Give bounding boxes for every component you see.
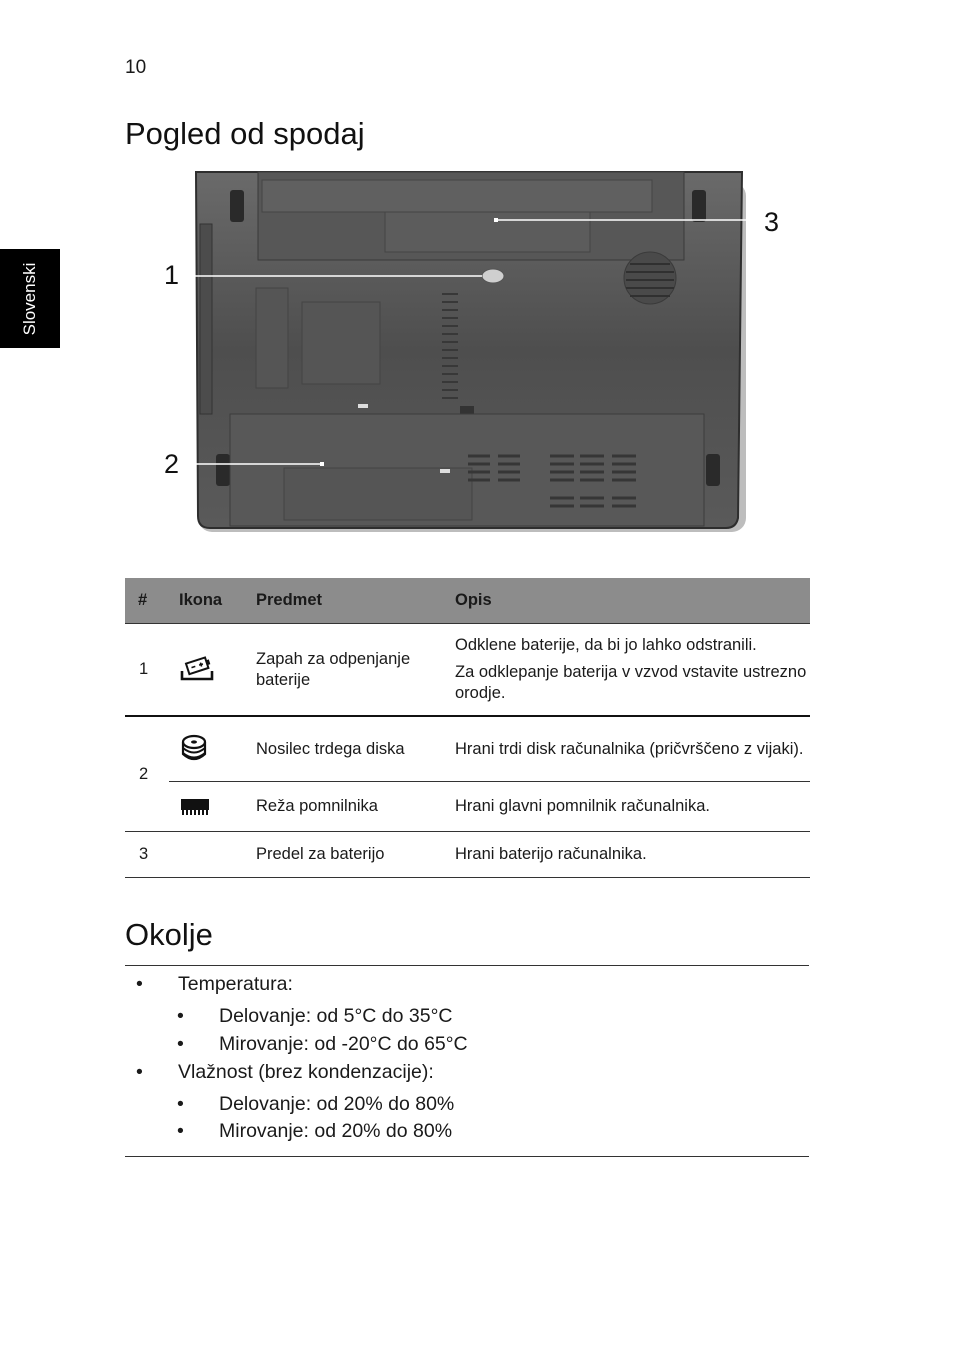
laptop-bottom-image [180, 168, 760, 550]
battery-release-icon [179, 655, 217, 685]
bullet: • [177, 1005, 184, 1027]
row-number: 1 [125, 624, 169, 717]
row-icon-cell [169, 624, 246, 717]
row-item: Reža pomnilnika [246, 782, 445, 832]
list-item: Delovanje: od 20% do 80% [219, 1093, 455, 1115]
header-number: # [125, 578, 169, 624]
page-number: 10 [125, 57, 147, 78]
row-number: 3 [125, 832, 169, 878]
divider [125, 965, 809, 966]
row-icon-cell [169, 832, 246, 878]
row-description: Hrani baterijo računalnika. [445, 832, 810, 878]
bullet: • [177, 1093, 184, 1115]
row-description: Odklene baterije, da bi jo lahko odstranili. Za odklepanje baterija v vzvod vstavite ustrezno orodje. [445, 624, 810, 717]
row-number: 2 [125, 716, 169, 832]
header-icon: Ikona [169, 578, 246, 624]
bullet: • [177, 1120, 184, 1142]
callout-1: 1 [164, 260, 180, 290]
table-row [125, 832, 810, 878]
callout-2: 2 [164, 449, 180, 479]
table-header-row [125, 578, 810, 624]
row-description: Hrani glavni pomnilnik računalnika. [445, 782, 810, 832]
list-item: Temperatura: [178, 973, 293, 995]
list-item: Delovanje: od 5°C do 35°C [219, 1005, 453, 1027]
table-row [125, 624, 810, 717]
row-item: Zapah za odpenjanje baterije [246, 624, 445, 717]
table-row [125, 716, 810, 782]
list-item: Vlažnost (brez kondenzacije): [178, 1061, 434, 1083]
header-description: Opis [445, 578, 810, 624]
row-item: Nosilec trdega diska [256, 739, 405, 758]
section-title-bottom-view: Pogled od spodaj [125, 116, 365, 151]
list-item: Mirovanje: od 20% do 80% [219, 1120, 453, 1142]
memory-slot-icon [179, 796, 211, 818]
callout-3: 3 [764, 207, 780, 237]
section-title-environment: Okolje [125, 917, 213, 952]
list-item: Mirovanje: od -20°C do 65°C [219, 1033, 468, 1055]
bullet: • [136, 1061, 143, 1083]
row-icon-cell [169, 782, 246, 832]
laptop-bottom-illustration [180, 168, 760, 550]
language-side-tab [0, 249, 60, 348]
side-tab-label: Slovenski [20, 262, 39, 336]
row-item: Predel za baterijo [246, 832, 445, 878]
header-item: Predmet [246, 578, 445, 624]
bullet: • [177, 1033, 184, 1055]
row-description: Hrani trdi disk računalnika (pričvrščeno z vijaki). [455, 739, 804, 758]
hard-disk-icon [179, 733, 209, 765]
bullet: • [136, 973, 143, 995]
table-row [125, 782, 810, 832]
components-table [125, 578, 810, 878]
divider [125, 1156, 809, 1157]
row-icon-cell [169, 716, 246, 782]
